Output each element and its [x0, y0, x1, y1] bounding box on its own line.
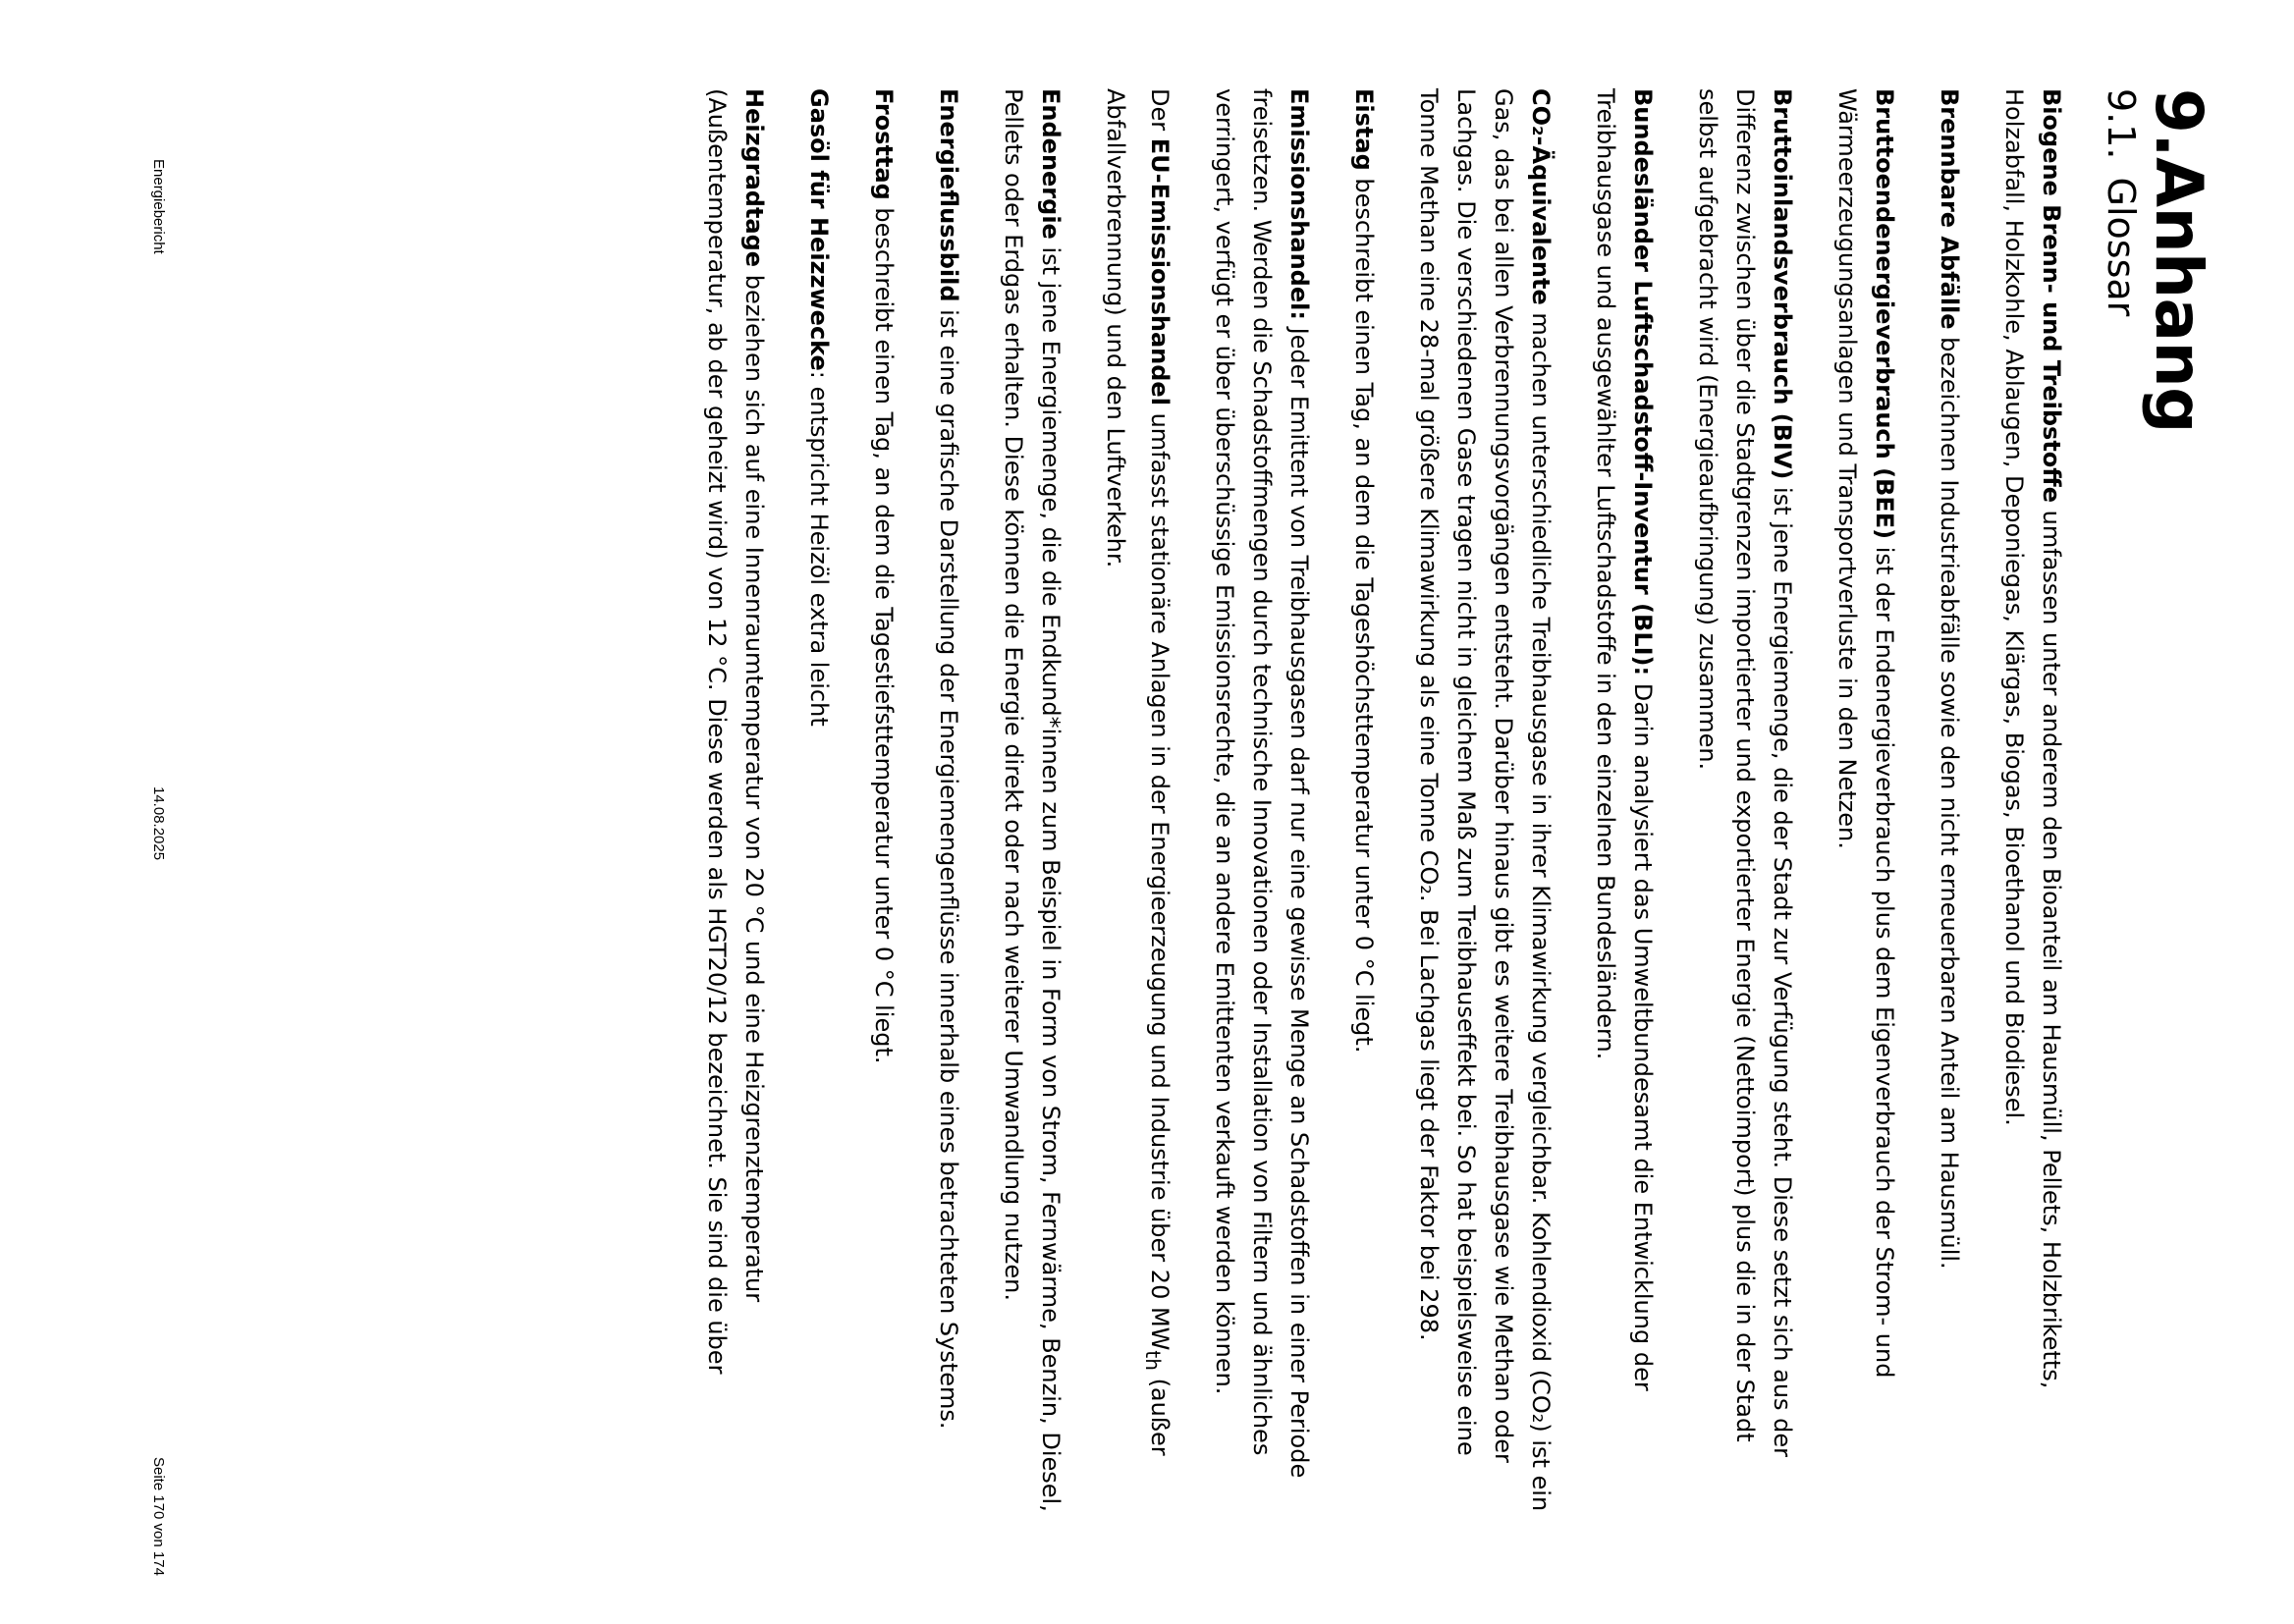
glossary-term: Frosttag: [870, 88, 899, 200]
glossary-definition: ist jene Energiemenge, die die Endkund*innen zum Beispiel in Form von Strom, Fernwärme, Benzin, Diesel, Pellets oder Erdgas erhalten. Diese können die Energie direkt oder nach weiterer Umwandlung nutzen.: [1000, 88, 1065, 1512]
glossary-entry: [1097, 88, 1178, 1512]
glossary-definition: beschreibt einen Tag, an dem die Tageshöchsttemperatur unter 0 °C liegt.: [1350, 170, 1378, 1054]
section-title: Glossar: [2100, 177, 2143, 317]
glossary-term: Bruttoinlandsverbrauch (BIV): [1769, 88, 1796, 480]
glossary-definition: ist jene Energiemenge, die der Stadt zur Verfügung steht. Diese setzt sich aus der Differenz zwischen über die Stadtgrenzen importierter und exportierter Energie (Nettoimport) plus die in der Stadt selbst aufgebracht wird (Energieaufbringung) zusammen.: [1694, 88, 1796, 1458]
glossary-entry: [930, 88, 967, 1512]
glossary-entry: [1345, 88, 1383, 1512]
footer-date: 14.08.2025: [150, 786, 167, 861]
section-number: 9.1.: [2100, 88, 2143, 160]
footer-document-title: Energiebericht: [150, 159, 167, 254]
glossary-definition: umfassen unter anderem den Bioanteil am Hausmüll, Pellets, Holzbriketts, Holzabfall, Holzkohle, Ablaugen, Deponiegas, Klärgas, Biogas, Bioethanol und Biodiesel.: [2000, 88, 2065, 1389]
glossary-term: Bundesländer Luftschadstoff-Inventur (BLI):: [1629, 88, 1657, 677]
section-heading: [2100, 88, 2143, 1512]
glossary-term: Emissionshandel:: [1285, 88, 1313, 320]
glossary-entry: [1995, 88, 2070, 1512]
glossary-entry: [1410, 88, 1559, 1512]
unit-subscript: th: [1141, 1350, 1166, 1371]
glossary-entry: [1931, 88, 1968, 1512]
glossary-definition: ist eine grafische Darstellung der Energiemengenflüsse innerhalb eines betrachteten Systems.: [935, 301, 963, 1430]
glossary-term: Bruttoendenergieverbrauch (BEE): [1871, 88, 1898, 540]
glossary-definition-cont: (außer Abfallverbrennung) und den Luftverkehr.: [1102, 88, 1174, 1456]
glossary-entry: [800, 88, 838, 1512]
glossary-entry: [1587, 88, 1662, 1512]
glossary-term: Gasöl für Heizzwecke: [805, 88, 834, 371]
page-footer: [137, 0, 167, 1624]
glossary-term: CO₂-Äquivalente: [1527, 88, 1555, 305]
glossary-entry: [1206, 88, 1318, 1512]
glossary-definition: ist der Endenergieverbrauch plus dem Eigenverbrauch der Strom- und Wärmeerzeugungsanlagen und Transportverluste in den Netzen.: [1833, 88, 1898, 1379]
footer-page-number: Seite 170 von 174: [150, 1457, 167, 1576]
glossary-definition: Jeder Emittent von Treibhausgasen darf nur eine gewisse Menge an Schadstoffen in einer Periode freisetzen. Werden die Schadstoffmengen durch technische Innovationen oder Installation von Filtern und ähnliches verringert, verfügt er über überschüssige Emissionsrechte, die an andere Emittenten verkauft werden können.: [1211, 88, 1313, 1479]
glossary-entry: [995, 88, 1069, 1512]
glossary-definition: umfasst stationäre Anlagen in der Energieerzeugung und Industrie über 20 MW: [1146, 405, 1174, 1351]
glossary-prefix: Der: [1146, 88, 1174, 138]
glossary-definition: bezeichnen Industrieabfälle sowie den nicht erneuerbaren Anteil am Hausmüll.: [1936, 329, 1963, 1270]
glossary-definition: machen unterschiedliche Treibhausgase in ihrer Klimawirkung vergleichbar. Kohlendioxid (CO₂) ist ein Gas, das bei allen Verbrennungsvorgängen entsteht. Darüber hinaus gibt es weitere Treibhausgase wie Methan oder Lachgas. Die verschiedenen Gase tragen nicht in gleichem Maß zum Treibhauseffekt bei. So hat beispielsweise eine Tonne Methan eine 28-mal größere Klimawirkung als eine Tonne CO₂. Bei Lachgas liegt der Faktor bei 298.: [1415, 88, 1555, 1512]
glossary-entry: [865, 88, 902, 1512]
glossary-term: Biogene Brenn- und Treibstoffe: [2038, 88, 2065, 504]
glossary-term: Eistag: [1350, 88, 1378, 171]
glossary-definition: beschreibt einen Tag, an dem die Tagestiefsttemperatur unter 0 °C liegt.: [870, 199, 899, 1064]
glossary-term: EU-Emissionshandel: [1146, 137, 1174, 406]
page-content: [671, 88, 2216, 1512]
glossary-term: Heizgradtage: [740, 88, 769, 268]
glossary-entry: [1689, 88, 1801, 1512]
glossary-term: Brennbare Abfälle: [1936, 88, 1963, 330]
glossary-term: Endenergie: [1037, 88, 1065, 240]
glossary-definition: beziehen sich auf eine Innenraumtemperatur von 20 °C und eine Heizgrenztemperatur (Außentemperatur, ab der geheizt wird) von 12 °C. Diese werden als HGT20/12 bezeichnet. Sie sind die über: [703, 88, 769, 1375]
glossary-entry: [1829, 88, 1903, 1512]
glossary-entry: [698, 88, 773, 1512]
chapter-heading: 9.Anhang: [2141, 88, 2216, 433]
glossary-term: Energieflussbild: [935, 88, 963, 302]
glossary-definition: : entspricht Heizöl extra leicht: [805, 370, 834, 727]
glossary-definition: Darin analysiert das Umweltbundesamt die Entwicklung der Treibhausgase und ausgewählter Luftschadstoffe in den einzelnen Bundesländern.: [1592, 88, 1657, 1391]
